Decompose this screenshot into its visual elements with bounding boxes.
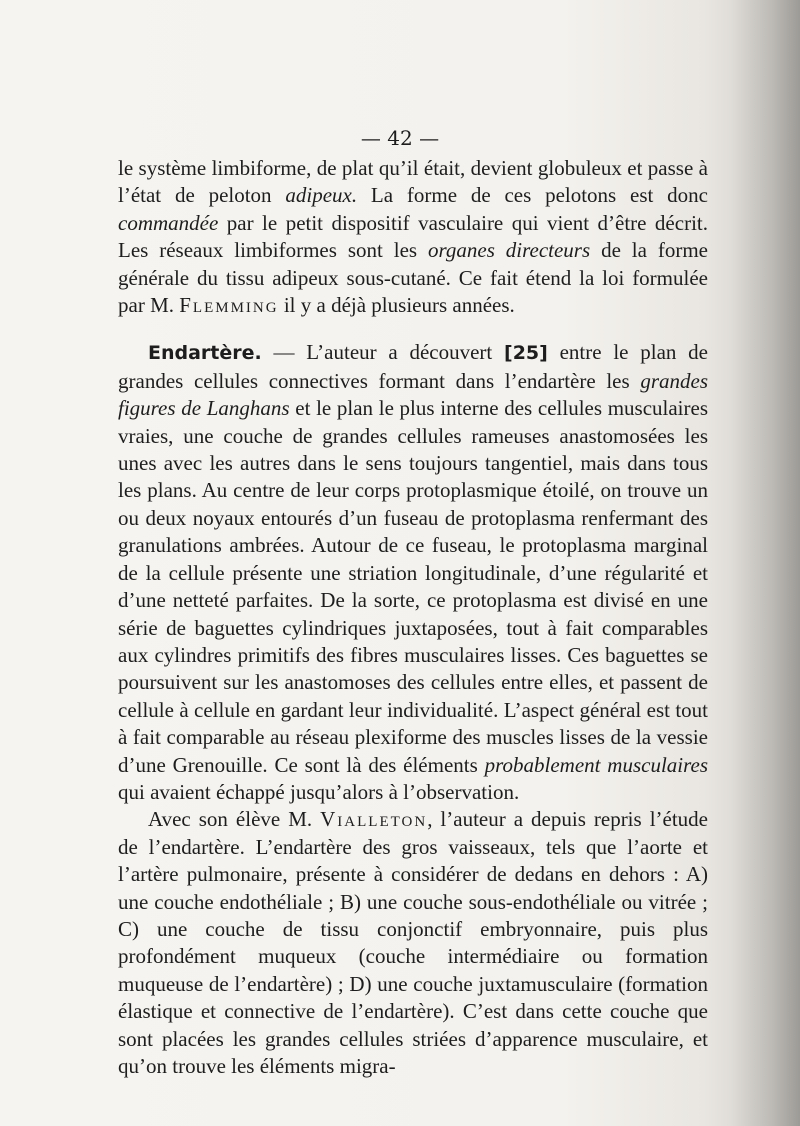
- page-edge-shadow: [730, 0, 800, 1126]
- text-run: — L’auteur a découvert: [261, 340, 505, 365]
- author-name: Vialleton: [320, 807, 428, 832]
- paragraph-1: [118, 155, 708, 319]
- paragraph-3: [118, 806, 708, 1080]
- body-text: [118, 155, 708, 1080]
- italic-run: grandes figures de Langhans: [118, 368, 708, 421]
- text-run: il y a déjà plusieurs années.: [278, 293, 515, 318]
- text-run: Avec son élève M.: [148, 807, 321, 832]
- italic-run: probablement musculaires: [484, 752, 708, 777]
- author-name: Flemming: [179, 293, 279, 318]
- section-heading: Endartère.: [148, 342, 262, 365]
- paragraph-2: [118, 339, 708, 806]
- text-run: qui avaient échappé jusqu’alors à l’observation.: [118, 779, 520, 804]
- text-run: le système limbiforme, de plat qu’il était, devient globuleux et passe à l’état de peloton: [118, 156, 708, 208]
- italic-run: commandée: [118, 210, 219, 235]
- page-number: — 42 —: [360, 126, 440, 150]
- text-run: et le plan le plus interne des cellules musculaires vraies, une couche de grandes cellules rameuses anastomosées les unes avec les autres dans le sens toujours tangentiel, mais dans tous les plans. Au centre de leur corps protoplasmique étoilé, on trouve un ou deux noyaux entourés d’un fuseau de protoplasma renfermant des granulations ambrées. Autour de ce fuseau, le protoplasma marginal de la cellule présente une striation longitudinale, d’une régularité et d’une netteté parfaites. De la sorte, ce protoplasma est divisé en une série de baguettes cylindriques juxtaposées, tout à fait comparables aux cylindres primitifs des fibres musculaires lisses. Ces baguettes se poursuivent sur les anastomoses des cellules entre elles, et passent de cellule à cellule en gardant leur individualité. L’aspect général est tout à fait comparable au réseau plexiforme des muscles lisses de la vessie d’une Grenouille. Ce sont là des éléments: [118, 396, 708, 777]
- italic-run: organes directeurs: [427, 238, 591, 263]
- reference-number: [25]: [504, 342, 548, 365]
- text-run: , l’auteur a depuis repris l’étude de l’endartère. L’endartère des gros vaisseaux, tels que l’aorte et l’artère pulmonaire, présente à considérer de dedans en dehors : A) une couche endothéliale ; B) une couche sous-endothéliale ou vitrée ; C) une couche de tissu conjonctif embryonnaire, puis plus profondément muqueux (couche intermédiaire ou formation muqueuse de l’endartère) ; D) une couche juxtamusculaire (formation élastique et connective de l’endartère). C’est dans cette couche que sont placées les grandes cellules striées d’apparence musculaire, et qu’on trouve les éléments migra-: [118, 807, 708, 1078]
- text-run: de la forme générale du tissu adipeux sous-cutané. Ce fait étend la loi formulée par M.: [118, 238, 708, 318]
- text-run: entre le plan de grandes cellules connectives formant dans l’endartère les: [118, 340, 708, 393]
- italic-run: adipeux.: [285, 183, 358, 208]
- text-run: par le petit dispositif vasculaire qui vient d’être décrit. Les réseaux limbiformes sont les: [118, 210, 708, 263]
- text-run: La forme de ces pelotons est donc: [357, 183, 708, 208]
